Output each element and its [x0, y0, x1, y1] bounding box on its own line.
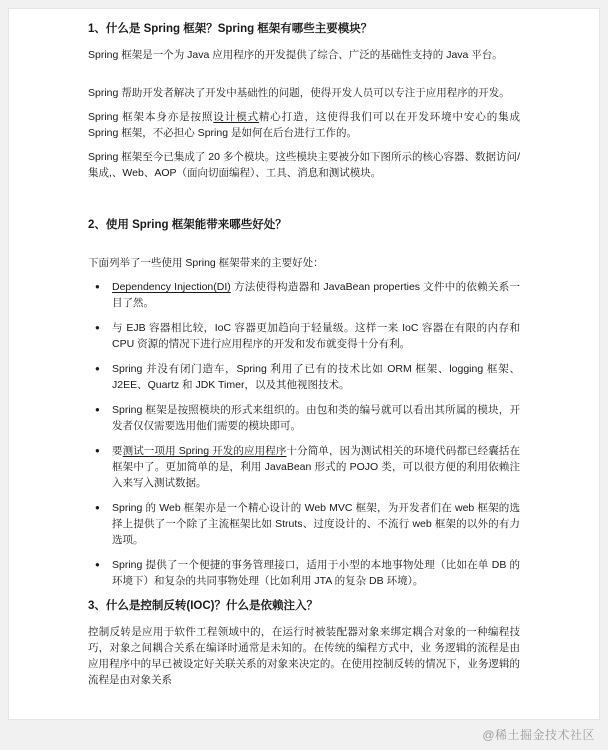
bullet-text: [112, 500, 520, 548]
qa-section-3: [88, 598, 520, 688]
bullet-icon: ●: [95, 405, 100, 414]
underlined-term: Dependency Injection(DI): [112, 281, 231, 293]
bullet-item: [88, 320, 520, 352]
underlined-term: 测试一项用 Spring 开发的应用程序: [122, 445, 287, 457]
bullet-text: [112, 361, 520, 393]
bullet-icon: ●: [95, 503, 100, 512]
bullet-text: [112, 557, 520, 589]
watermark: @稀土掘金技术社区: [482, 728, 595, 742]
text-run: Spring 框架至今已集成了 20 多个模块。这些模块主要被分如下图所示的核心容器、数据访问/集成,、Web、AOP（面向切面编程）、工具、消息和测试模块。: [88, 151, 520, 179]
text-run: Spring 提供了一个便捷的事务管理接口，适用于小型的本地事物处理（比如在单 DB 的环境下）和复杂的共同事物处理（比如利用 JTA 的复杂 DB 环境）。: [112, 559, 520, 587]
bullet-item: [88, 557, 520, 589]
paragraph: [88, 109, 520, 141]
bullet-text: [112, 443, 520, 491]
text-run: 精心打造，这使得我们可以在开发环境中安心的集成 Spring 框架，不必担心 Spring 是如何在后台进行工作的。: [88, 111, 520, 139]
text-run: 十分简单，因为测试相关的环境代码都已经囊括在框架中了。更加简单的是，利用 JavaBean 形式的 POJO 类，可以很方便的利用依赖注入来写入测试数据。: [112, 445, 521, 489]
section-heading: 3、什么是控制反转(IOC)？什么是依赖注入？: [88, 600, 318, 612]
bullet-item: [88, 500, 520, 548]
text-run: 下面列举了一些使用 Spring 框架带来的主要好处：: [88, 257, 324, 269]
bullet-icon: ●: [95, 323, 100, 332]
bullet-item: [88, 443, 520, 491]
bullet-icon: ●: [95, 560, 100, 569]
text-run: Spring 并没有闭门造车，Spring 利用了已有的技术比如 ORM 框架、logging 框架、J2EE、Quartz 和 JDK Timer，以及其他视图技术。: [112, 363, 520, 391]
paragraph: [88, 624, 520, 688]
bullet-text: [112, 279, 520, 311]
bullet-icon: ●: [95, 364, 100, 373]
text-run: Spring 框架是一个为 Java 应用程序的开发提供了综合、广泛的基础性支持的 Java 平台。: [88, 49, 503, 61]
bullet-icon: ●: [95, 282, 100, 291]
bullet-text: [112, 402, 520, 434]
bullet-item: [88, 361, 520, 393]
text-run: 要: [112, 445, 123, 457]
paragraph: [88, 149, 520, 181]
text-run: Spring 帮助开发者解决了开发中基础性的问题，使得开发人员可以专注于应用程序的开发。: [88, 87, 510, 99]
text-run: Spring 框架本身亦是按照: [88, 111, 214, 123]
bullet-icon: ●: [95, 446, 100, 455]
document-page: [8, 8, 600, 720]
section-heading: 2、使用 Spring 框架能带来哪些好处？: [88, 219, 287, 231]
paragraph: [88, 255, 520, 271]
text-run: 方法使得构造器和 JavaBean properties 文件中的依赖关系一目了然。: [112, 281, 520, 309]
text-run: Spring 框架是按照模块的形式来组织的。由包和类的编号就可以看出其所属的模块，开发者仅仅需要选用他们需要的模块即可。: [112, 404, 520, 432]
text-run: 与 EJB 容器相比较，IoC 容器更加趋向于轻量级。这样一来 IoC 容器在有限的内存和 CPU 资源的情况下进行应用程序的开发和发布就变得十分有利。: [112, 322, 520, 350]
section-heading: 1、什么是 Spring 框架？Spring 框架有哪些主要模块？: [88, 23, 373, 35]
qa-section-2: [88, 217, 520, 589]
bullet-text: [112, 320, 520, 352]
paragraph: [88, 47, 520, 63]
bullet-item: [88, 279, 520, 311]
text-run: 控制反转是应用于软件工程领域中的，在运行时被装配器对象来绑定耦合对象的一种编程技巧，对象之间耦合关系在编译时通常是未知的。在传统的编程方式中，业 务逻辑的流程是由应用程序中的早已被设定好关联关系的对象来决定的。在使用控制反转的情况下，业务逻辑的流程是由对象关系: [88, 626, 520, 686]
bullet-item: [88, 402, 520, 434]
text-run: Spring 的 Web 框架亦是一个精心设计的 Web MVC 框架，为开发者们在 web 框架的选择上提供了一个除了主流框架比如 Struts、过度设计的、不流行 web 框架的以外的有力选项。: [112, 502, 520, 546]
paragraph: [88, 85, 520, 101]
underlined-term: 设计模式: [213, 111, 259, 123]
document-content: [9, 9, 599, 688]
qa-section-1: [88, 21, 520, 181]
